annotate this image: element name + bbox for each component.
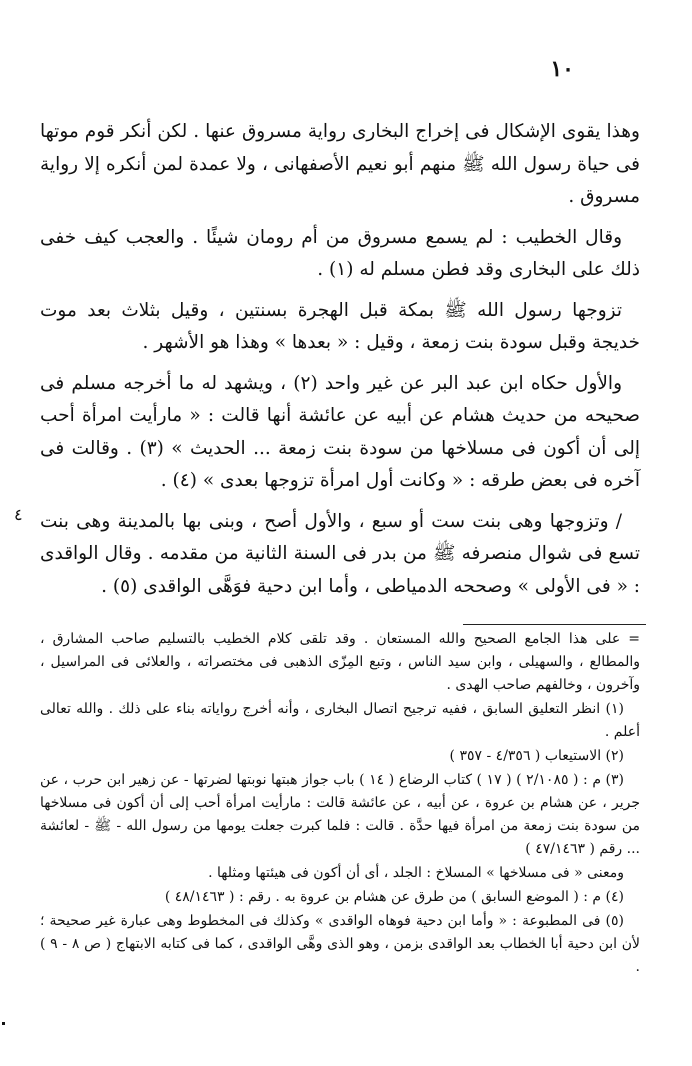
footnote-3: (٣) م : ( ٢/١٠٨٥ ) ( ١٧ ) كتاب الرضاع ( ١٤ ) باب جواز هبتها نوبتها لضرتها - عن زهير ابن حرب ، عن جرير ، عن هشام بن عروة ، عن أبيه ، عن عائشة قالت : مارأيت امرأة أحب إلى أن أكون فى مسلاخها من سودة بنت زمعة من امرأة فيها حدَّة . قالت : فلما كبرت جعلت يومها من رسول الله - ﷺ - لعائشة ... رقم ( ٤٧/١٤٦٣ ) — [40, 772, 640, 857]
paragraph-3: تزوجها رسول الله ﷺ بمكة قبل الهجرة بسنتين ، وقيل بثلاث بعد موت خديجة وقبل سودة بنت زمعة ، وقيل : « بعدها » وهذا هو الأشهر . — [40, 299, 640, 353]
scan-mark — [2, 1022, 5, 1025]
footnote-separator — [463, 624, 646, 625]
paragraph-4: والأول حكاه ابن عبد البر عن غير واحد (٢) ، ويشهد له ما أخرجه مسلم فى صحيحه من حديث هشام عن أبيه عن عائشة أنها قالت : « مارأيت امرأة أحب إلى أن أكون فى مسلاخها من سودة بنت زمعة ... الحديث » (٣) . وقالت فى آخره فى بعض طرقه : « وكانت أول امرأة تزوجها بعدى » (٤) . — [40, 372, 640, 491]
footnote-continuation: = على هذا الجامع الصحيح والله المستعان . وقد تلقى كلام الخطيب بالتسليم صاحب المشارق ، والمطالع ، والسهيلى ، وابن سيد الناس ، وتبع المِزّى الذهبى فى مختصراته ، والعلائى فى المراسيل ، وآخرون ، وخالفهم صاحب الهدى . — [40, 631, 640, 693]
paragraph-2: وقال الخطيب : لم يسمع مسروق من أم رومان شيئًا . والعجب كيف خفى ذلك على البخارى وقد فطن مسلم له (١) . — [40, 226, 640, 280]
paragraph-5: / وتزوجها وهى بنت ست أو سبع ، والأول أصح ، وبنى بها بالمدينة وهى بنت تسع فى شوال منصرفه ﷺ من بدر فى السنة الثانية من مقدمه . وقال الواقدى : « فى الأولى » وصححه الدمياطى ، وأما ابن دحية فوَهَّى الواقدى (٥) . — [40, 510, 640, 597]
margin-page-marker: ٤ — [14, 505, 23, 524]
footnote-1: (١) انظر التعليق السابق ، ففيه ترجيح اتصال البخارى ، وأنه أخرج رواياته بناء على ذلك . والله تعالى أعلم . — [40, 701, 640, 740]
footnote-3-explanation: ومعنى « فى مسلاخها » المسلاخ : الجلد ، أى أن أكون فى هيئتها ومثلها . — [208, 865, 624, 881]
paragraph-1: وهذا يقوى الإشكال فى إخراج البخارى رواية مسروق عنها . لكن أنكر قوم موتها فى حياة رسول الله ﷺ منهم أبو نعيم الأصفهانى ، ولا عمدة لمن أنكره إلا رواية مسروق . — [40, 121, 640, 207]
footnote-5: (٥) فى المطبوعة : « وأما ابن دحية فوهاه الواقدى » وكذلك فى المخطوط وهى عبارة غير صحيحة ؛ لأن ابن دحية أبا الخطاب بعد الواقدى بزمن ، وهو الذى وهَّى الواقدى ، كما فى كتابه الابتهاج ( ص ٨ - ٩ ) . — [40, 913, 640, 975]
main-text — [40, 116, 640, 611]
footnote-4: (٤) م : ( الموضع السابق ) من طرق عن هشام بن عروة به . رقم : ( ٤٨/١٤٦٣ ) — [164, 889, 624, 905]
page-number: ١٠ — [550, 56, 574, 82]
footnote-2: (٢) الاستيعاب ( ٤/٣٥٦ - ٣٥٧ ) — [449, 748, 624, 764]
footnotes — [40, 628, 640, 980]
